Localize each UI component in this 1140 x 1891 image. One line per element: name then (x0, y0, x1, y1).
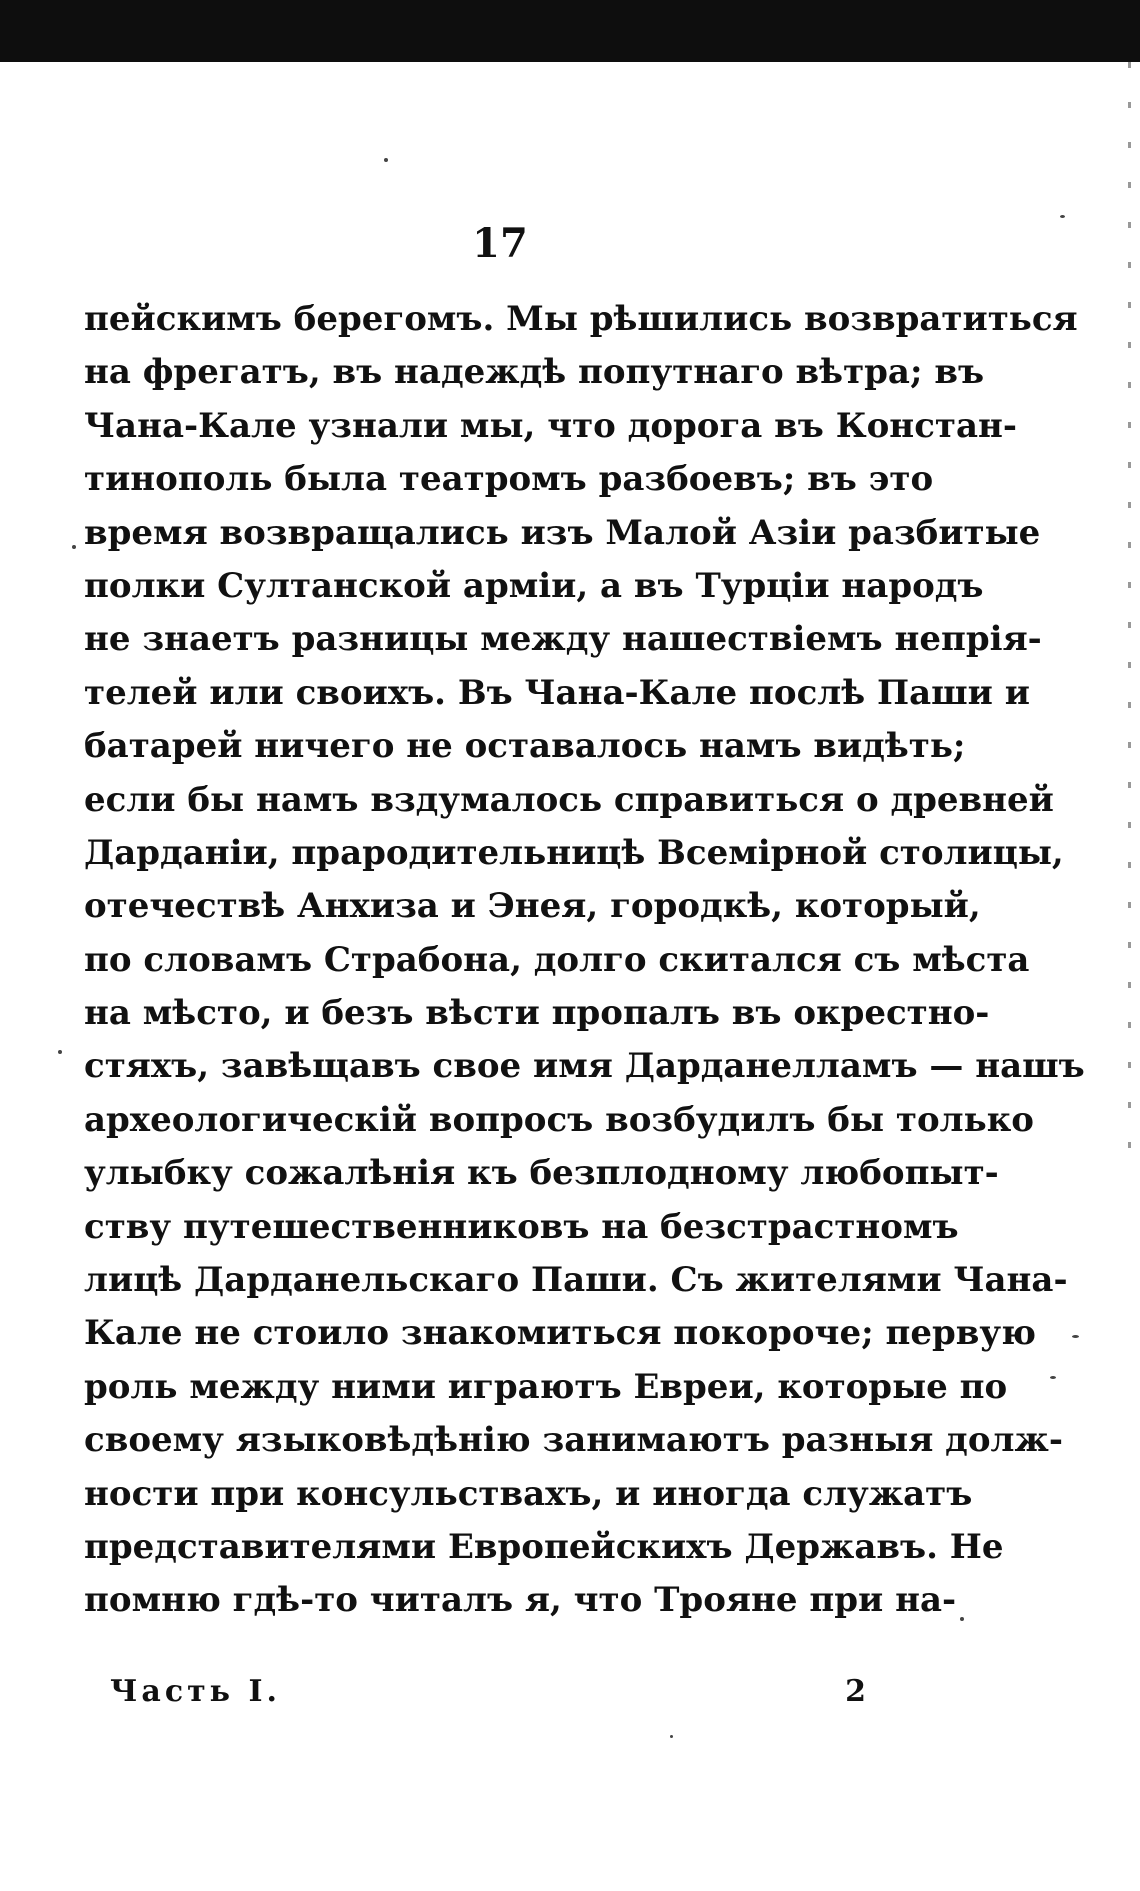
signature-mark: Часть I. (110, 1674, 281, 1709)
scan-speck (670, 1735, 673, 1738)
text-line: лицѣ Дарданельскаго Паши. Съ жителями Чана- (84, 1260, 1068, 1301)
text-line: помню гдѣ-то читалъ я, что Трояне при на- (84, 1580, 957, 1621)
text-line: представителями Европейскихъ Державъ. Не (84, 1526, 1004, 1567)
text-line: стяхъ, завѣщавъ свое имя Дарданелламъ — нашъ (84, 1046, 1085, 1087)
text-line: батарей ничего не оставалось намъ видѣть; (84, 726, 966, 767)
text-line: ности при консульствахъ, и иногда служатъ (84, 1473, 973, 1514)
scan-speck (1050, 1376, 1056, 1379)
text-line: Кале не стоило знакомиться покороче; первую (84, 1313, 1036, 1354)
body-text (84, 293, 1085, 1628)
text-line: отечествѣ Анхиза и Энея, городкѣ, который, (84, 886, 981, 927)
text-line: если бы намъ вздумалось справиться о древней (84, 779, 1054, 820)
text-line: археологическій вопросъ возбудилъ бы только (84, 1099, 1034, 1140)
text-line: Дарданіи, прародительницѣ Всемірной столицы, (84, 832, 1064, 873)
text-line: пейскимъ берегомъ. Мы рѣшились возвратиться (84, 299, 1078, 339)
text-line: своему языковѣдѣнію занимаютъ разныя долж- (84, 1420, 1063, 1461)
text-line: на фрегатъ, въ надеждѣ попутнаго вѣтра; въ (84, 352, 985, 393)
text-line: не знаетъ разницы между нашествіемъ непрія- (84, 619, 1042, 660)
text-line: по словамъ Страбона, долго скитался съ мѣста (84, 939, 1030, 980)
scan-speck (1060, 215, 1065, 218)
scan-speck (1072, 1335, 1079, 1338)
scan-right-edge (1128, 62, 1131, 1162)
text-line: полки Султанской арміи, а въ Турціи народъ (84, 565, 984, 606)
text-line: на мѣсто, и безъ вѣсти пропалъ въ окрестно- (84, 993, 990, 1034)
page-number: 17 (472, 220, 528, 267)
text-line: время возвращались изъ Малой Азіи разбитые (84, 512, 1041, 553)
scan-speck (72, 545, 76, 549)
scan-speck (384, 158, 388, 162)
text-line: телей или своихъ. Въ Чана-Кале послѣ Паши и (84, 672, 1030, 713)
scan-speck (58, 1050, 62, 1054)
text-line: Чана-Кале узнали мы, что дорога въ Констан- (84, 405, 1017, 446)
text-line: улыбку сожалѣнія къ безплодному любопыт- (84, 1153, 999, 1194)
scan-top-border (0, 0, 1140, 62)
sheet-number: 2 (845, 1674, 870, 1709)
text-line: роль между ними играютъ Евреи, которые по (84, 1366, 1008, 1407)
text-line: тинополь была театромъ разбоевъ; въ это (84, 459, 934, 500)
scan-speck (960, 1617, 964, 1621)
text-line: ству путешественниковъ на безстрастномъ (84, 1206, 959, 1247)
